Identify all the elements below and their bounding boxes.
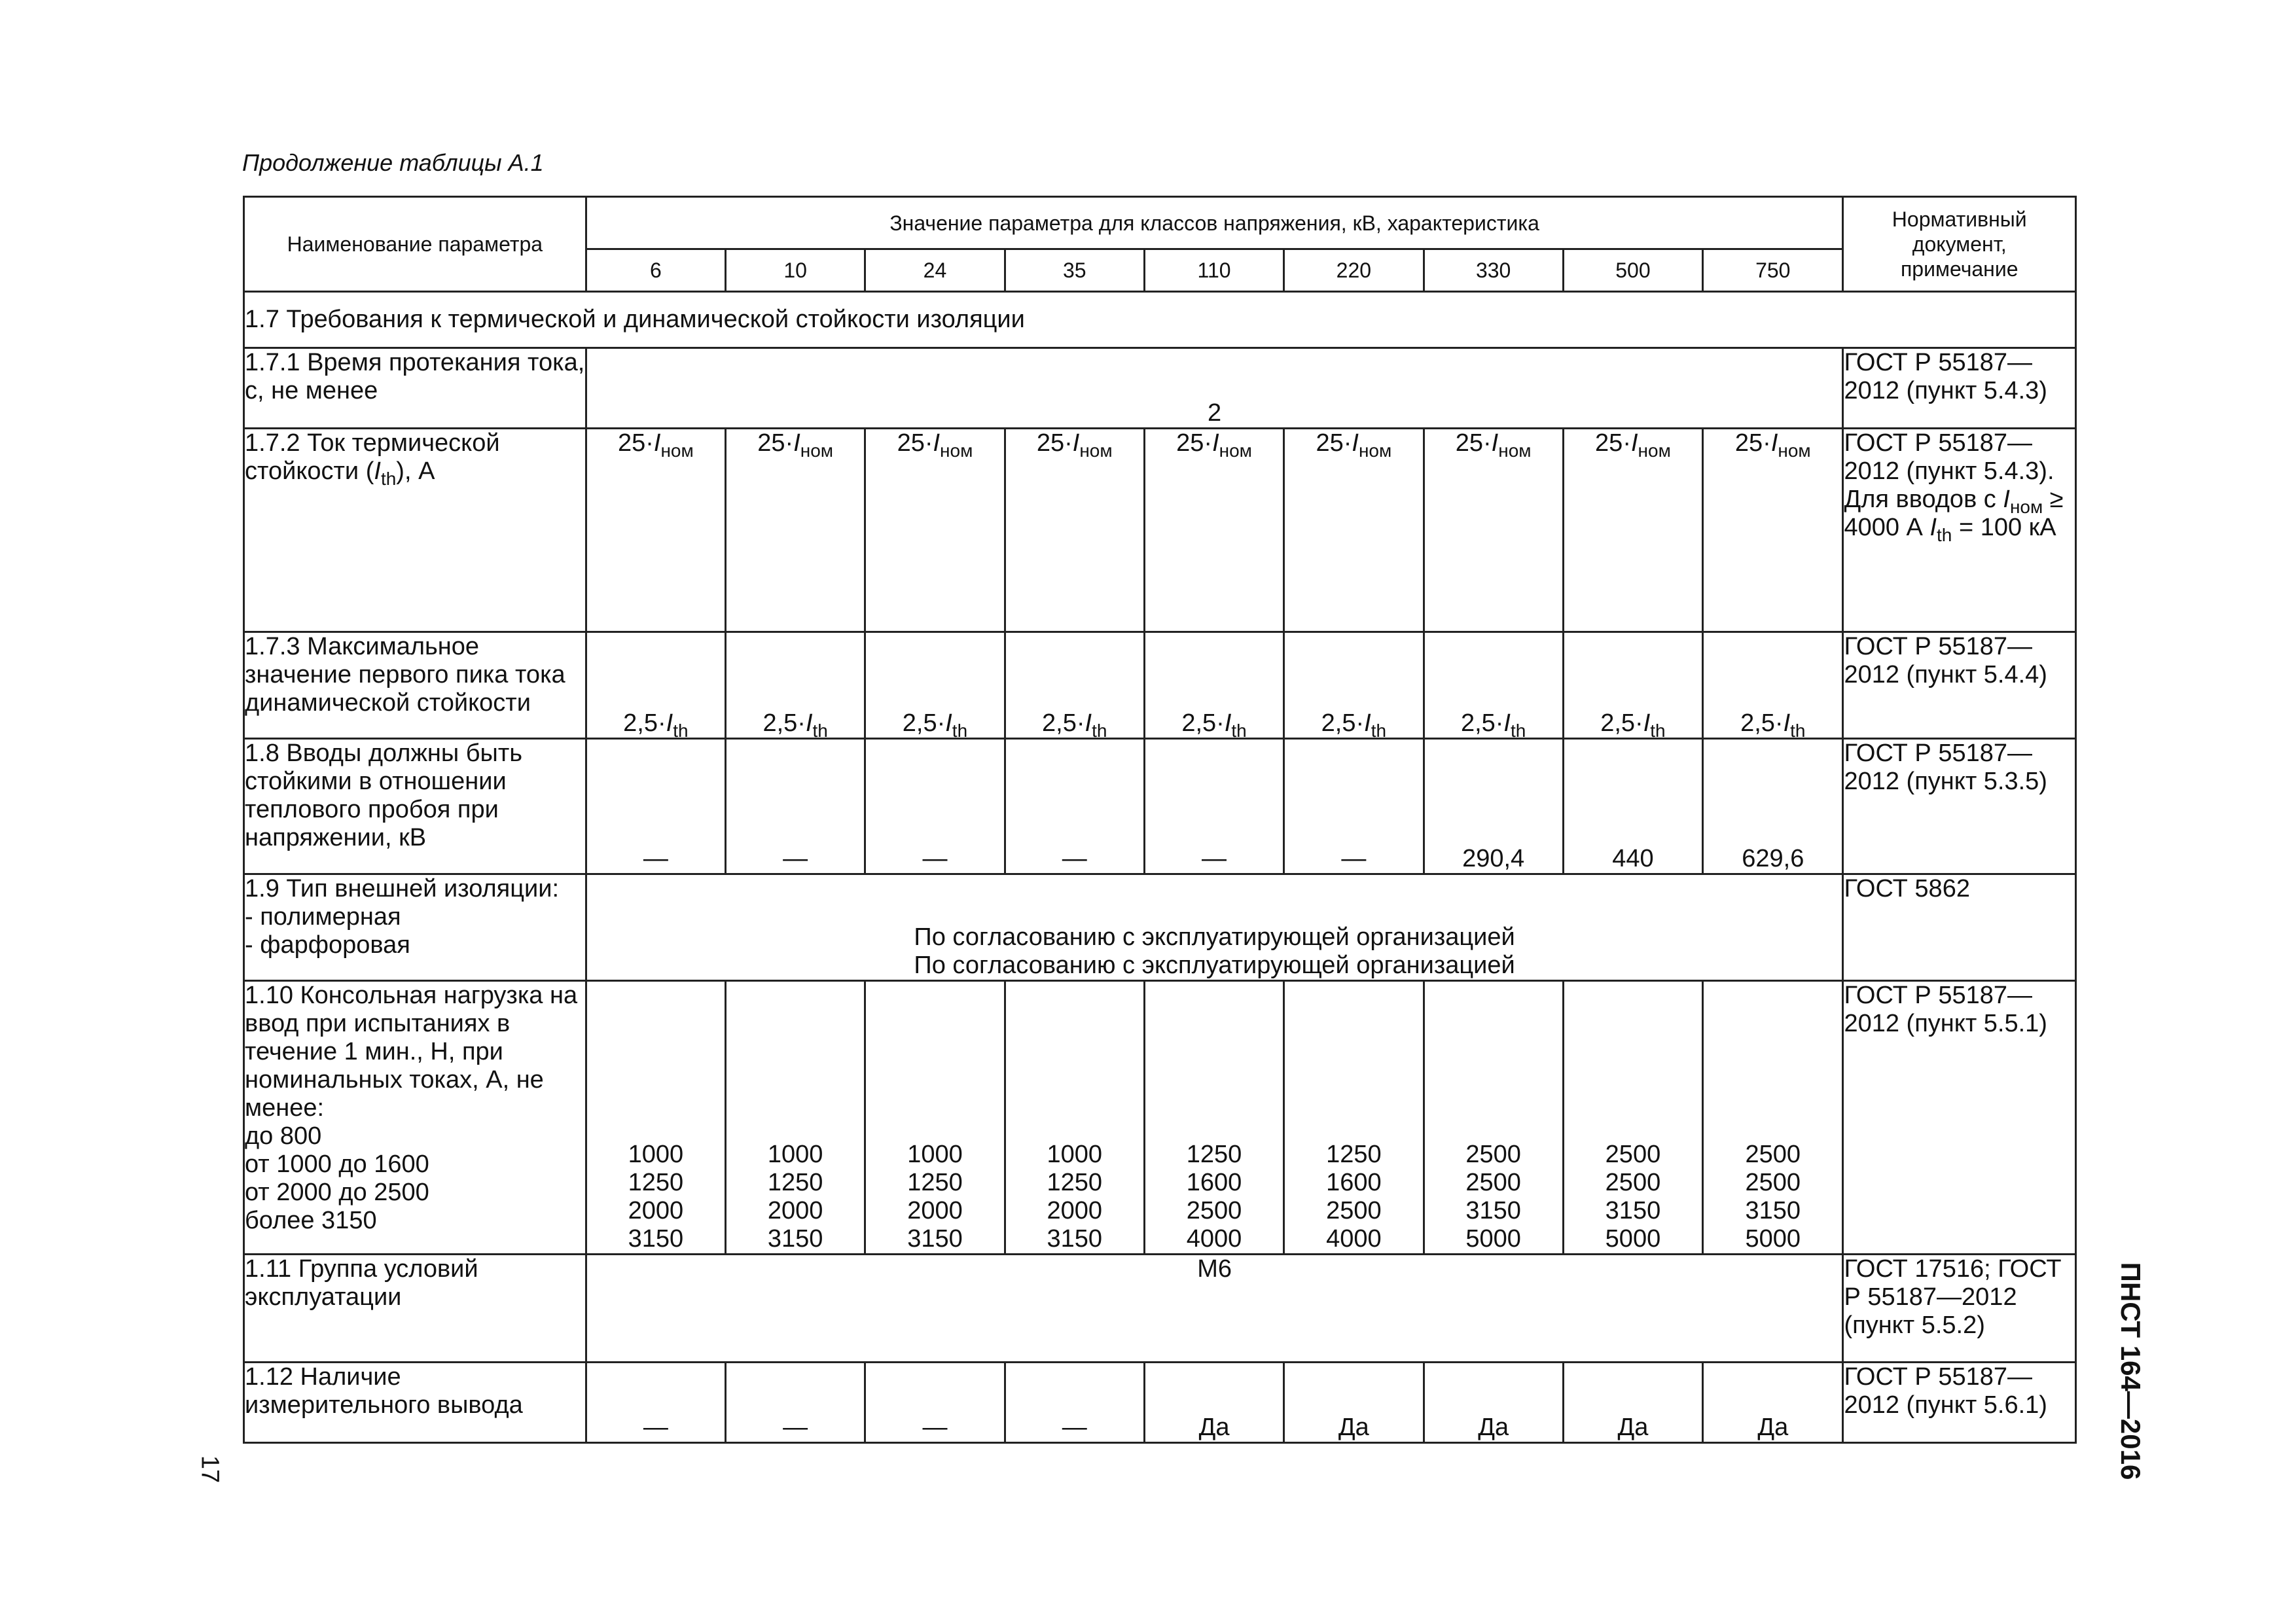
- value-subscript: th: [1650, 721, 1666, 741]
- load-value: 5000: [1605, 1225, 1661, 1253]
- header-class-330: 330: [1424, 249, 1563, 292]
- row-1-10-value-24: [865, 981, 1005, 1255]
- value-prefix: 2,5·: [1740, 709, 1784, 737]
- load-value: 2500: [1465, 1169, 1521, 1196]
- load-value: 1000: [907, 1141, 963, 1168]
- load-value: 1250: [1326, 1141, 1382, 1168]
- load-value: 1250: [907, 1169, 963, 1196]
- table-row: [244, 1363, 2076, 1443]
- value-prefix: 25·: [1455, 429, 1492, 457]
- row-1-12-value-110: Да: [1144, 1363, 1283, 1443]
- value-subscript: th: [1790, 721, 1806, 741]
- value-symbol: I: [1491, 429, 1499, 457]
- header-row-1: [244, 197, 2076, 249]
- row-1-10-name: [244, 981, 586, 1255]
- row-1-12-value-35: —: [1005, 1363, 1144, 1443]
- value-symbol: I: [1503, 709, 1511, 737]
- row-1-7-2-value-500: [1563, 429, 1702, 632]
- value-prefix: 2,5·: [623, 709, 666, 737]
- row-1-7-2-value-24: [865, 429, 1005, 632]
- row-1-9-name-line: - полимерная: [245, 903, 401, 931]
- load-value: 1600: [1326, 1169, 1382, 1196]
- row-1-9-value-line: По согласованию с эксплуатирующей организацией: [914, 952, 1515, 979]
- load-value: 2500: [1465, 1141, 1521, 1168]
- doc-text: = 100 кА: [1952, 514, 2056, 541]
- load-value: 2000: [1047, 1197, 1103, 1224]
- table-row: [244, 348, 2076, 429]
- row-1-12-value-500: Да: [1563, 1363, 1702, 1443]
- table-row: [244, 1255, 2076, 1363]
- header-class-220: 220: [1284, 249, 1424, 292]
- row-1-8-value-110: —: [1144, 739, 1283, 874]
- value-prefix: 25·: [617, 429, 654, 457]
- parameters-table: [243, 196, 2077, 1444]
- value-symbol: I: [653, 429, 661, 457]
- row-1-7-3-value-110: [1144, 632, 1283, 739]
- load-value: 4000: [1186, 1225, 1242, 1253]
- row-1-8-value-6: —: [586, 739, 725, 874]
- value-subscript: th: [1510, 721, 1526, 741]
- row-1-10-name-line: от 1000 до 1600: [245, 1150, 429, 1178]
- load-value: 1250: [767, 1169, 823, 1196]
- load-value: 3150: [907, 1225, 963, 1253]
- value-prefix: 2,5·: [1460, 709, 1504, 737]
- row-1-10-value-500: [1563, 981, 1702, 1255]
- row-1-12-value-10: —: [726, 1363, 865, 1443]
- row-1-7-3-value-500: [1563, 632, 1702, 739]
- load-value: 2000: [907, 1197, 963, 1224]
- row-1-9-value: [586, 874, 1843, 981]
- row-1-7-3-doc: ГОСТ Р 55187—2012 (пункт 5.4.4): [1843, 632, 2076, 739]
- section-row: [244, 292, 2076, 348]
- row-1-7-1-doc: ГОСТ Р 55187—2012 (пункт 5.4.3): [1843, 348, 2076, 429]
- value-subscript: th: [1371, 721, 1387, 741]
- row-1-7-3-value-330: [1424, 632, 1563, 739]
- doc-text: ≥ 4000 А: [1844, 486, 2064, 541]
- header-class-24: 24: [865, 249, 1005, 292]
- value-subscript: th: [673, 721, 689, 741]
- row-1-9-name-line: 1.9 Тип внешней изоляции:: [245, 875, 560, 902]
- row-1-8-name: 1.8 Вводы должны быть стойкими в отношении теплового пробоя при напряжении, кВ: [244, 739, 586, 874]
- row-1-8-value-10: —: [726, 739, 865, 874]
- row-1-9-name-line: - фарфоровая: [245, 931, 410, 959]
- header-class-6: 6: [586, 249, 725, 292]
- row-1-10-value-10: [726, 981, 865, 1255]
- row-1-12-name: 1.12 Наличие измерительного вывода: [244, 1363, 586, 1443]
- value-subscript: ном: [660, 440, 694, 461]
- row-1-8-value-330: 290,4: [1424, 739, 1563, 874]
- header-values-title: Значение параметра для классов напряжения, кВ, характеристика: [586, 197, 1843, 249]
- header-param: Наименование параметра: [244, 197, 586, 292]
- value-prefix: 2,5·: [902, 709, 946, 737]
- row-1-12-value-330: Да: [1424, 1363, 1563, 1443]
- header-class-35: 35: [1005, 249, 1144, 292]
- row-1-10-name-line: 1.10 Консольная нагрузка на ввод при испытаниях в течение 1 мин., Н, при номинальных токах, А, не менее:: [245, 982, 578, 1122]
- value-symbol: I: [1352, 429, 1359, 457]
- value-prefix: 2,5·: [1042, 709, 1085, 737]
- value-subscript: ном: [800, 440, 834, 461]
- row-1-7-3-value-750: [1703, 632, 1843, 739]
- value-subscript: ном: [1778, 440, 1811, 461]
- row-1-10-value-750: [1703, 981, 1843, 1255]
- row-1-10-name-line: более 3150: [245, 1207, 377, 1234]
- row-1-12-doc: ГОСТ Р 55187—2012 (пункт 5.6.1): [1843, 1363, 2076, 1443]
- row-1-7-2-value-6: [586, 429, 725, 632]
- row-1-8-value-750: 629,6: [1703, 739, 1843, 874]
- value-prefix: 25·: [757, 429, 794, 457]
- row-1-12-value-220: Да: [1284, 1363, 1424, 1443]
- section-1-7-title: 1.7 Требования к термической и динамической стойкости изоляции: [244, 292, 2076, 348]
- row-1-9-value-line: По согласованию с эксплуатирующей организацией: [914, 923, 1515, 951]
- value-symbol: I: [1224, 709, 1232, 737]
- row-1-10-value-110: [1144, 981, 1283, 1255]
- table-row: [244, 739, 2076, 874]
- value-prefix: 2,5·: [1600, 709, 1643, 737]
- load-value: 2500: [1745, 1141, 1801, 1168]
- row-1-10-name-line: до 800: [245, 1122, 322, 1150]
- row-1-7-3-value-10: [726, 632, 865, 739]
- doc-text: ГОСТ Р 55187—2012 (пункт 5.4.3). Для вводов с: [1844, 429, 2054, 513]
- value-symbol: I: [793, 429, 800, 457]
- row-1-7-2-value-220: [1284, 429, 1424, 632]
- load-value: 3150: [1745, 1197, 1801, 1224]
- load-value: 1600: [1186, 1169, 1242, 1196]
- load-value: 5000: [1465, 1225, 1521, 1253]
- value-subscript: th: [1092, 721, 1107, 741]
- row-1-12-value-6: —: [586, 1363, 725, 1443]
- value-symbol: I: [1085, 709, 1092, 737]
- load-value: 1000: [767, 1141, 823, 1168]
- value-prefix: 25·: [1595, 429, 1631, 457]
- header-class-110: 110: [1144, 249, 1283, 292]
- value-prefix: 25·: [897, 429, 933, 457]
- row-1-10-value-220: [1284, 981, 1424, 1255]
- value-subscript: ном: [1079, 440, 1113, 461]
- header-doc: Нормативный документ, примечание: [1843, 197, 2076, 292]
- header-class-750: 750: [1703, 249, 1843, 292]
- row-1-7-2-value-330: [1424, 429, 1563, 632]
- load-value: 2500: [1605, 1169, 1661, 1196]
- row-1-11-value: М6: [586, 1255, 1843, 1363]
- row-1-8-value-35: —: [1005, 739, 1144, 874]
- row-1-7-3-value-220: [1284, 632, 1424, 739]
- value-subscript: ном: [1219, 440, 1252, 461]
- row-1-7-1-name: 1.7.1 Время протекания тока, с, не менее: [244, 348, 586, 429]
- row-1-9-name: [244, 874, 586, 981]
- value-prefix: 2,5·: [1181, 709, 1225, 737]
- load-value: 2500: [1605, 1141, 1661, 1168]
- row-1-7-2-value-35: [1005, 429, 1144, 632]
- table-caption: Продолжение таблицы А.1: [242, 149, 544, 176]
- value-subscript: ном: [1498, 440, 1532, 461]
- header-class-500: 500: [1563, 249, 1702, 292]
- load-value: 2000: [628, 1197, 684, 1224]
- value-symbol: I: [1212, 429, 1219, 457]
- load-value: 1250: [1186, 1141, 1242, 1168]
- row-1-9-doc: ГОСТ 5862: [1843, 874, 2076, 981]
- header-class-10: 10: [726, 249, 865, 292]
- load-value: 2500: [1745, 1169, 1801, 1196]
- row-1-11-doc: ГОСТ 17516; ГОСТ Р 55187—2012 (пункт 5.5.2): [1843, 1255, 2076, 1363]
- row-1-12-value-750: Да: [1703, 1363, 1843, 1443]
- value-prefix: 2,5·: [762, 709, 806, 737]
- load-value: 3150: [628, 1225, 684, 1253]
- value-symbol: I: [1770, 429, 1778, 457]
- row-1-12-value-24: —: [865, 1363, 1005, 1443]
- value-symbol: I: [933, 429, 941, 457]
- value-subscript: ном: [1358, 440, 1392, 461]
- load-value: 1250: [628, 1169, 684, 1196]
- value-subscript: ном: [1638, 440, 1671, 461]
- row-1-10-doc: ГОСТ Р 55187—2012 (пункт 5.5.1): [1843, 981, 2076, 1255]
- row-1-7-2-value-750: [1703, 429, 1843, 632]
- load-value: 2500: [1326, 1197, 1382, 1224]
- load-value: 3150: [767, 1225, 823, 1253]
- value-subscript: th: [952, 721, 968, 741]
- row-1-7-1-value: 2: [586, 348, 1843, 429]
- load-value: 1250: [1047, 1169, 1103, 1196]
- row-1-8-doc: ГОСТ Р 55187—2012 (пункт 5.3.5): [1843, 739, 2076, 874]
- value-symbol: I: [945, 709, 952, 737]
- row-1-7-2-value-10: [726, 429, 865, 632]
- value-symbol: I: [1072, 429, 1080, 457]
- load-value: 4000: [1326, 1225, 1382, 1253]
- row-1-8-value-500: 440: [1563, 739, 1702, 874]
- value-prefix: 25·: [1036, 429, 1073, 457]
- value-prefix: 25·: [1176, 429, 1213, 457]
- value-symbol: I: [805, 709, 813, 737]
- doc-symbol: I: [2003, 486, 2010, 513]
- row-1-8-value-24: —: [865, 739, 1005, 874]
- load-value: 3150: [1605, 1197, 1661, 1224]
- value-subscript: th: [1231, 721, 1247, 741]
- doc-subscript: th: [1937, 525, 1952, 545]
- value-symbol: I: [1643, 709, 1651, 737]
- table-row: [244, 632, 2076, 739]
- row-1-7-3-value-6: [586, 632, 725, 739]
- load-value: 5000: [1745, 1225, 1801, 1253]
- load-value: 3150: [1047, 1225, 1103, 1253]
- value-prefix: 25·: [1316, 429, 1352, 457]
- load-value: 2500: [1186, 1197, 1242, 1224]
- row-1-7-2-name: 1.7.2 Ток термической стойкости $(I_{th})$, А: [244, 429, 586, 632]
- value-symbol: I: [1364, 709, 1371, 737]
- doc-symbol: I: [1929, 514, 1937, 541]
- row-1-8-value-220: —: [1284, 739, 1424, 874]
- row-1-11-name: 1.11 Группа условий эксплуатации: [244, 1255, 586, 1363]
- document-number: ПНСТ 164—2016: [2115, 1262, 2146, 1480]
- load-value: 1000: [628, 1141, 684, 1168]
- value-prefix: 2,5·: [1321, 709, 1365, 737]
- value-symbol: I: [1630, 429, 1638, 457]
- load-value: 2000: [767, 1197, 823, 1224]
- row-1-10-value-6: [586, 981, 725, 1255]
- doc-subscript: ном: [2009, 497, 2043, 517]
- load-value: 3150: [1465, 1197, 1521, 1224]
- value-prefix: 25·: [1734, 429, 1771, 457]
- load-value: 1000: [1047, 1141, 1103, 1168]
- value-subscript: th: [812, 721, 828, 741]
- table-row: [244, 429, 2076, 632]
- table-row: [244, 874, 2076, 981]
- page-number: 17: [196, 1455, 224, 1484]
- row-1-7-2-value-110: [1144, 429, 1283, 632]
- row-1-10-value-330: [1424, 981, 1563, 1255]
- value-symbol: I: [666, 709, 673, 737]
- value-subscript: ном: [940, 440, 973, 461]
- row-1-10-value-35: [1005, 981, 1144, 1255]
- row-1-7-2-doc: [1843, 429, 2076, 632]
- row-1-7-3-value-24: [865, 632, 1005, 739]
- row-1-7-3-name: 1.7.3 Максимальное значение первого пика тока динамической стойкости: [244, 632, 586, 739]
- row-1-10-name-line: от 2000 до 2500: [245, 1179, 429, 1206]
- table-row: [244, 981, 2076, 1255]
- value-symbol: I: [1783, 709, 1791, 737]
- row-1-7-3-value-35: [1005, 632, 1144, 739]
